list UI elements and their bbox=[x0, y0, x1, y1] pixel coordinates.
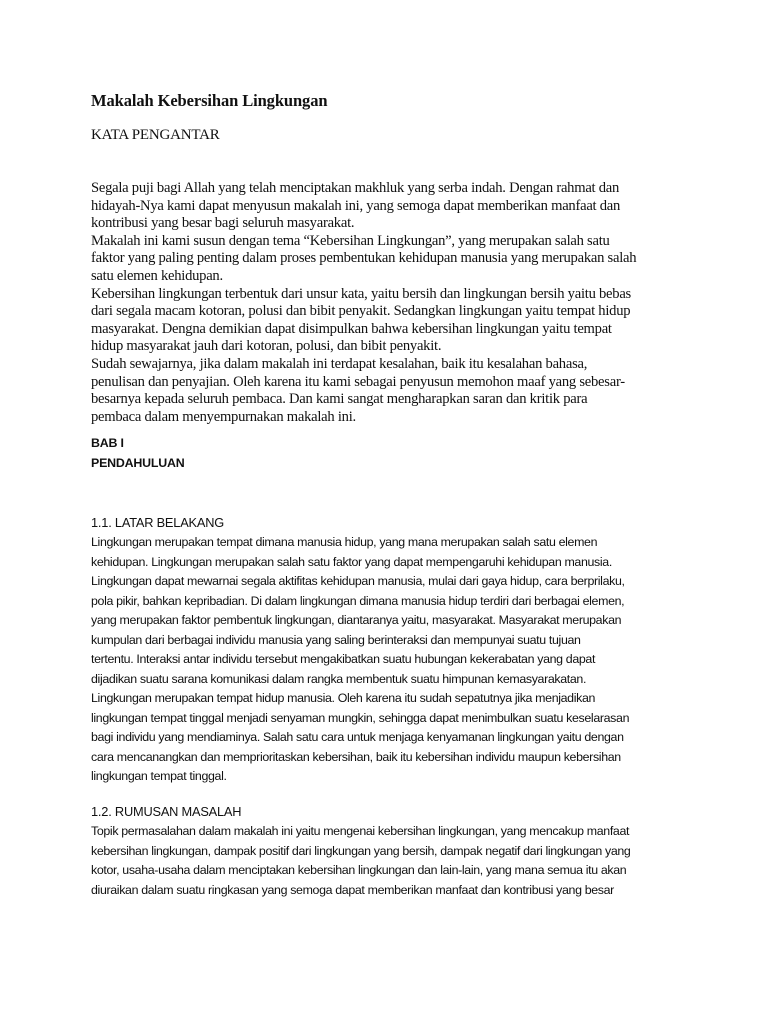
text-line: Sudah sewajarnya, jika dalam makalah ini terdapat kesalahan, baik itu kesalahan bahasa, bbox=[91, 355, 588, 372]
latar-belakang-heading: 1.1. LATAR BELAKANG bbox=[91, 515, 224, 530]
text-line: hidup masyarakat jauh dari kotoran, polusi, dan bibit penyakit. bbox=[91, 338, 442, 355]
text-line: dijadikan suatu sarana komunikasi dalam rangka membentuk suatu himpunan kemasyarakatan. bbox=[91, 671, 587, 686]
document-title: Makalah Kebersihan Lingkungan bbox=[91, 91, 328, 110]
text-line: kontribusi yang besar bagi seluruh masyarakat. bbox=[91, 215, 355, 232]
text-line: kumpulan dari berbagai individu manusia yang saling berinteraksi dan mempunyai suatu tujuan bbox=[91, 632, 581, 647]
kata-pengantar-body bbox=[91, 180, 691, 426]
bab-title: PENDAHULUAN bbox=[91, 456, 185, 470]
text-line: kotor, usaha-usaha dalam menciptakan kebersihan lingkungan dan lain-lain, yang mana semua itu akan bbox=[91, 863, 627, 877]
text-line: kehidupan. Lingkungan merupakan salah satu faktor yang dapat mempengaruhi kehidupan manusia. bbox=[91, 554, 612, 569]
text-line: Segala puji bagi Allah yang telah menciptakan makhluk yang serba indah. Dengan rahmat dan bbox=[91, 180, 620, 196]
text-line: pembaca dalam menyempurnakan makalah ini. bbox=[91, 408, 356, 425]
text-line: Lingkungan merupakan tempat hidup manusia. Oleh karena itu sudah sepatutnya jika menjadikan bbox=[91, 691, 596, 705]
text-line: lingkungan tempat tinggal menjadi senyaman mungkin, sehingga dapat menimbulkan suatu keselarasan bbox=[91, 710, 630, 725]
rumusan-masalah-heading: 1.2. RUMUSAN MASALAH bbox=[91, 804, 242, 819]
text-line: diuraikan dalam suatu ringkasan yang semoga dapat memberikan manfaat dan kontribusi yang besar bbox=[91, 882, 614, 897]
text-line: cara mencanangkan dan memprioritaskan kebersihan, baik itu kebersihan individu maupun kebersihan bbox=[91, 749, 621, 764]
text-line: bagi individu yang mendiaminya. Salah satu cara untuk menjaga kenyamanan lingkungan yaitu dengan bbox=[91, 730, 624, 744]
text-line: faktor yang paling penting dalam proses pembentukan kehidupan manusia yang merupakan salah bbox=[91, 250, 637, 267]
bab-number: BAB I bbox=[91, 436, 124, 450]
text-line: kebersihan lingkungan, dampak positif dari lingkungan yang bersih, dampak negatif dari lingkungan yang bbox=[91, 843, 631, 858]
text-line: Makalah ini kami susun dengan tema “Kebersihan Lingkungan”, yang merupakan salah satu bbox=[91, 232, 610, 249]
text-line: tertentu. Interaksi antar individu tersebut mengakibatkan suatu hubungan kekerabatan yang dapat bbox=[91, 652, 596, 666]
kata-pengantar-heading: KATA PENGANTAR bbox=[91, 127, 220, 143]
rumusan-masalah-body bbox=[91, 822, 706, 900]
text-line: Lingkungan dapat mewarnai segala aktifitas kehidupan manusia, mulai dari gaya hidup, cara berprilaku, bbox=[91, 574, 625, 588]
text-line: dari segala macam kotoran, polusi dan bibit penyakit. Sedangkan lingkungan yaitu tempat hidup bbox=[91, 303, 631, 320]
latar-belakang-body bbox=[91, 533, 706, 787]
text-line: lingkungan tempat tinggal. bbox=[91, 769, 227, 783]
text-line: Lingkungan merupakan tempat dimana manusia hidup, yang mana merupakan salah satu elemen bbox=[91, 535, 598, 549]
text-line: besarnya kepada seluruh pembaca. Dan kami sangat mengharapkan saran dan kritik para bbox=[91, 391, 588, 408]
text-line: Topik permasalahan dalam makalah ini yaitu mengenai kebersihan lingkungan, yang mencakup manfaat bbox=[91, 824, 630, 838]
text-line: satu elemen kehidupan. bbox=[91, 267, 223, 284]
text-line: hidayah-Nya kami dapat menyusun makalah ini, yang semoga dapat memberikan manfaat dan bbox=[91, 197, 621, 214]
text-line: penulisan dan penyajian. Oleh karena itu kami sebagai penyusun memohon maaf yang sebesar- bbox=[91, 373, 625, 390]
text-line: pola pikir, bahkan kepribadian. Di dalam lingkungan dimana manusia hidup terdiri dari berbagai elemen, bbox=[91, 593, 625, 608]
text-line: Kebersihan lingkungan terbentuk dari unsur kata, yaitu bersih dan lingkungan bersih yaitu bebas bbox=[91, 285, 631, 302]
text-line: masyarakat. Dengna demikian dapat disimpulkan bahwa kebersihan lingkungan yaitu tempat bbox=[91, 320, 612, 337]
text-line: yang merupakan faktor pembentuk lingkungan, diantaranya yaitu, masyarakat. Masyarakat merupakan bbox=[91, 613, 622, 627]
